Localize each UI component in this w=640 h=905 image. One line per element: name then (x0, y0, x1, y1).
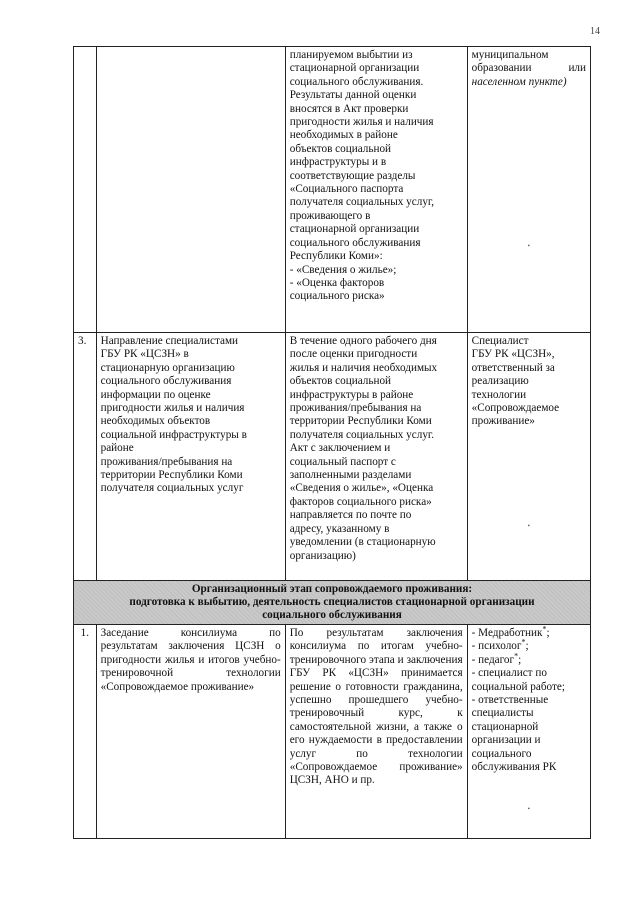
scan-speck: • (527, 242, 531, 251)
page-number: 14 (590, 26, 600, 37)
row-number-cell: 1. (74, 625, 97, 839)
event-line: стационарную организацию (100, 361, 235, 374)
resp-item: - специалист по социальной работе; (471, 667, 565, 693)
scan-speck: • (527, 521, 531, 530)
section-header (74, 581, 591, 625)
desc-line: уведомлении (в стационарную (289, 536, 436, 549)
description-cell (285, 47, 467, 333)
event-cell (96, 47, 285, 333)
event-line: территории Республики Коми (100, 469, 243, 482)
desc-line: объектов социальной (289, 142, 392, 155)
responsible-cell (467, 333, 590, 581)
resp-item: - Медработник*; (471, 624, 550, 639)
desc-line: - «Сведения о жилье»; (289, 263, 397, 276)
desc-line: пригодности жилья и наличия (289, 116, 434, 129)
event-line: необходимых объектов (100, 415, 211, 428)
event-line: пригодности жилья и наличия (100, 402, 245, 415)
table-row (74, 333, 591, 581)
desc-line: Результаты данной оценки (289, 89, 417, 102)
procedure-table (73, 46, 591, 839)
resp-line: технологии (471, 388, 527, 401)
event-cell: Заседание консилиума по результатам заключения ЦСЗН о пригодности жилья и итогов учебно-тренировочной технологии «Сопровождаемое проживание» (96, 625, 285, 839)
table-row-continuation (74, 47, 591, 333)
description-cell: По результатам заключения консилиума по итогам учебно-тренировочного этапа и заключения ГБУ РК «ЦСЗН» принимается решение о готовности гражданина, успешно прошедшего учебно-тренировочный курс, к самостоятельной жизни, а также о его нуждаемости в предоставлении услуг по технологии «Сопровождаемое проживание» ЦСЗН, АНО и пр. (285, 625, 467, 839)
desc-line: проживающего в (289, 209, 371, 222)
responsible-cell (467, 625, 590, 839)
desc-line: соответствующие разделы (289, 169, 416, 182)
desc-line: вносятся в Акт проверки (289, 102, 409, 115)
table-row (74, 625, 591, 839)
event-line: социального обслуживания (100, 375, 232, 388)
resp-line: населенном пункте) (471, 75, 567, 88)
resp-word: образовании (471, 62, 532, 75)
desc-line: необходимых в районе (289, 129, 398, 142)
description-cell (285, 333, 467, 581)
row-number-cell: 3. (74, 333, 97, 581)
row-number-cell (74, 47, 97, 333)
desc-line: В течение одного рабочего дня (289, 335, 437, 347)
desc-line: - «Оценка факторов (289, 276, 385, 289)
event-line: информации по оценке (100, 388, 211, 401)
event-line: социальной инфраструктуры в (100, 428, 247, 441)
desc-line: Республики Коми»: (289, 250, 383, 263)
resp-line: муниципальном (471, 49, 549, 61)
resp-line (472, 62, 586, 75)
event-line: районе (100, 442, 134, 455)
desc-line: получателя социальных услуг, (289, 196, 435, 209)
section-header-line: подготовка к выбытию, деятельность специалистов стационарной организации (129, 596, 535, 608)
desc-line: после оценки пригодности (289, 348, 418, 361)
resp-word: или (568, 62, 586, 75)
section-header-line: Организационный этап сопровождаемого проживания: (191, 583, 473, 595)
resp-line: Специалист (471, 335, 529, 347)
desc-line: получателя социальных услуг. (289, 428, 435, 441)
desc-line: «Социального паспорта (289, 183, 404, 196)
desc-line: заполненными разделами (289, 469, 412, 482)
desc-line: стационарной организации (289, 223, 420, 236)
event-line: ГБУ РК «ЦСЗН» в (100, 348, 189, 361)
resp-line: «Сопровождаемое (471, 402, 560, 415)
desc-line: планируемом выбытии из (289, 49, 413, 61)
resp-line: реализацию (471, 375, 529, 388)
scan-speck: • (527, 805, 531, 814)
desc-line: социального обслуживания (289, 236, 421, 249)
section-header-line: социального обслуживания (262, 609, 402, 621)
desc-line: направляется по почте по (289, 509, 412, 522)
desc-line: инфраструктуры и в (289, 156, 387, 169)
event-line: проживания/пребывания на (100, 455, 233, 468)
resp-item: - ответственные специалисты стационарной организации и социального обслуживания РК (471, 694, 557, 774)
section-header-row (74, 581, 591, 625)
desc-line: «Сведения о жилье», «Оценка (289, 482, 434, 495)
resp-item: - психолог*; (471, 637, 529, 653)
resp-item: - педагог*; (471, 651, 522, 666)
desc-line: социального риска» (289, 290, 385, 303)
event-cell (96, 333, 285, 581)
desc-line: объектов социальной (289, 375, 392, 388)
desc-line: факторов социального риска» (289, 495, 432, 508)
event-line: Направление специалистами (100, 335, 239, 347)
desc-line: инфраструктуры в районе (289, 388, 414, 401)
desc-line: адресу, указанному в (289, 522, 390, 535)
desc-line: социальный паспорт с (289, 455, 396, 468)
responsible-cell (467, 47, 590, 333)
desc-line: территории Республики Коми (289, 415, 432, 428)
desc-line: жилья и наличия необходимых (289, 361, 438, 374)
desc-line: организацию) (289, 549, 356, 562)
desc-line: Акт с заключением и (289, 442, 391, 455)
desc-line: социального обслуживания. (289, 75, 424, 88)
resp-line: ГБУ РК «ЦСЗН», (471, 348, 555, 361)
event-line: получателя социальных услуг (100, 482, 244, 495)
desc-line: стационарной организации (289, 62, 420, 75)
resp-line: проживание» (471, 415, 535, 428)
resp-line: ответственный за (471, 361, 555, 374)
desc-line: проживания/пребывания на (289, 402, 422, 415)
